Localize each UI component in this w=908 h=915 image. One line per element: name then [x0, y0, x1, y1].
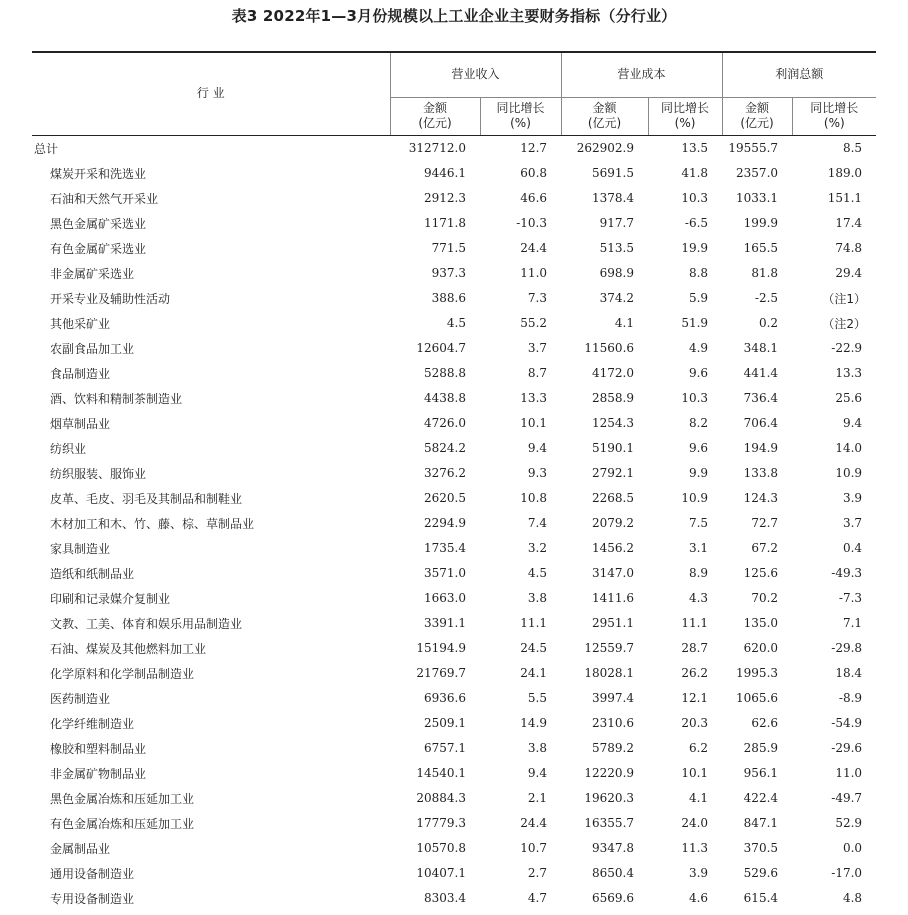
- cost-amount-cell: 374.2: [599, 291, 635, 305]
- table-row: [32, 786, 876, 811]
- revenue-amount-cell: 17779.3: [416, 816, 466, 830]
- profit-growth-cell: 189.0: [827, 166, 863, 180]
- cost-amount-cell: 16355.7: [584, 816, 635, 830]
- revenue-amount-cell: 1735.4: [424, 541, 466, 555]
- industry-name: 总计: [34, 141, 59, 156]
- cost-amount-cell: 1378.4: [592, 191, 635, 205]
- subheader-growth: 同比增长 (%): [648, 97, 722, 135]
- cost-growth-cell: 26.2: [681, 666, 709, 680]
- profit-amount-cell: 194.9: [743, 441, 779, 455]
- revenue-growth-cell: 14.9: [520, 716, 548, 730]
- revenue-growth-cell: 24.4: [520, 816, 548, 830]
- revenue-growth-cell: 3.7: [527, 341, 548, 355]
- cost-growth-cell: 20.3: [681, 716, 709, 730]
- profit-amount-cell: 422.4: [743, 791, 779, 805]
- cost-growth-cell: 51.9: [681, 316, 709, 330]
- profit-amount-cell: 62.6: [751, 716, 779, 730]
- profit-amount-cell: 706.4: [743, 416, 779, 430]
- cost-amount-cell: 12559.7: [584, 641, 635, 655]
- cost-amount-cell: 2310.6: [592, 716, 635, 730]
- revenue-growth-cell: 7.4: [527, 516, 548, 530]
- industry-name: 非金属矿采选业: [50, 266, 135, 281]
- revenue-growth-cell: 10.8: [520, 491, 548, 505]
- profit-growth-cell: 74.8: [835, 241, 863, 255]
- cost-growth-cell: 9.6: [688, 366, 709, 380]
- table-row: [32, 636, 876, 661]
- profit-amount-cell: 370.5: [743, 841, 779, 855]
- profit-growth-cell: 9.4: [842, 416, 863, 430]
- cost-growth-cell: 6.2: [688, 741, 709, 755]
- profit-amount-cell: 1033.1: [736, 191, 779, 205]
- industry-name: 化学纤维制造业: [50, 716, 135, 731]
- revenue-amount-cell: 2620.5: [424, 491, 466, 505]
- cost-growth-cell: 8.9: [688, 566, 709, 580]
- profit-amount-cell: 847.1: [743, 816, 779, 830]
- profit-growth-cell: -22.9: [831, 341, 863, 355]
- cost-amount-cell: 1456.2: [592, 541, 635, 555]
- table-row: [32, 461, 876, 486]
- industry-header: 行 业: [32, 52, 390, 135]
- industry-name: 医药制造业: [50, 691, 111, 706]
- revenue-amount-cell: 21769.7: [416, 666, 466, 680]
- revenue-amount-cell: 6936.6: [424, 691, 466, 705]
- profit-amount-cell: 135.0: [743, 616, 779, 630]
- table-row: [32, 511, 876, 536]
- profit-amount-cell: 165.5: [743, 241, 779, 255]
- revenue-growth-cell: 3.2: [527, 541, 548, 555]
- industry-name: 木材加工和木、竹、藤、棕、草制品业: [50, 516, 255, 531]
- group-header-revenue: 营业收入: [390, 52, 561, 97]
- industry-name: 有色金属矿采选业: [50, 241, 147, 256]
- industry-name: 煤炭开采和洗选业: [50, 166, 147, 181]
- profit-growth-cell: 13.3: [835, 366, 863, 380]
- industry-name: 纺织服装、服饰业: [50, 466, 147, 481]
- revenue-amount-cell: 10570.8: [416, 841, 466, 855]
- revenue-amount-cell: 4726.0: [424, 416, 466, 430]
- revenue-amount-cell: 10407.1: [416, 866, 466, 880]
- profit-amount-cell: 956.1: [743, 766, 779, 780]
- industry-name: 石油、煤炭及其他燃料加工业: [50, 641, 207, 656]
- profit-growth-cell: -54.9: [831, 716, 863, 730]
- revenue-growth-cell: 9.4: [527, 441, 548, 455]
- table-row: [32, 736, 876, 761]
- cost-amount-cell: 5190.1: [592, 441, 635, 455]
- revenue-growth-cell: 10.1: [520, 416, 548, 430]
- subheader-amount: 金额 (亿元): [722, 97, 792, 135]
- profit-growth-cell: 25.6: [835, 391, 863, 405]
- cost-amount-cell: 3997.4: [592, 691, 635, 705]
- profit-amount-cell: 199.9: [743, 216, 779, 230]
- revenue-amount-cell: 4438.8: [424, 391, 466, 405]
- industry-name: 印刷和记录媒介复制业: [50, 591, 171, 606]
- cost-amount-cell: 3147.0: [592, 566, 635, 580]
- profit-amount-cell: 2357.0: [736, 166, 779, 180]
- revenue-growth-cell: 2.7: [527, 866, 548, 880]
- revenue-amount-cell: 771.5: [431, 241, 466, 255]
- profit-amount-cell: 620.0: [743, 641, 779, 655]
- table-row: [32, 386, 876, 411]
- cost-growth-cell: 7.5: [688, 516, 709, 530]
- revenue-amount-cell: 12604.7: [416, 341, 466, 355]
- cost-growth-cell: 41.8: [681, 166, 709, 180]
- table-row: [32, 686, 876, 711]
- profit-amount-cell: 125.6: [743, 566, 779, 580]
- revenue-amount-cell: 312712.0: [408, 141, 466, 155]
- profit-growth-cell: 0.0: [842, 841, 863, 855]
- revenue-growth-cell: 3.8: [527, 741, 548, 755]
- revenue-amount-cell: 388.6: [431, 291, 466, 305]
- cost-growth-cell: 5.9: [688, 291, 709, 305]
- cost-growth-cell: 10.1: [681, 766, 709, 780]
- industry-name: 通用设备制造业: [50, 866, 135, 881]
- table-row: [32, 711, 876, 736]
- profit-amount-cell: -2.5: [754, 291, 779, 305]
- revenue-growth-cell: 9.3: [527, 466, 548, 480]
- cost-amount-cell: 1411.6: [592, 591, 635, 605]
- profit-amount-cell: 81.8: [751, 266, 779, 280]
- cost-amount-cell: 2951.1: [592, 616, 635, 630]
- profit-growth-cell: 3.9: [842, 491, 863, 505]
- table-row: [32, 861, 876, 886]
- industry-name: 开采专业及辅助性活动: [50, 291, 171, 306]
- subheader-amount: 金额 (亿元): [561, 97, 648, 135]
- table-header: [32, 52, 876, 135]
- revenue-amount-cell: 2912.3: [424, 191, 466, 205]
- cost-amount-cell: 5789.2: [592, 741, 635, 755]
- cost-growth-cell: 28.7: [681, 641, 709, 655]
- revenue-amount-cell: 6757.1: [424, 741, 466, 755]
- cost-amount-cell: 513.5: [599, 241, 635, 255]
- cost-amount-cell: 917.7: [599, 216, 635, 230]
- industry-name: 烟草制品业: [50, 416, 111, 431]
- profit-growth-cell: -7.3: [838, 591, 863, 605]
- profit-growth-cell: 14.0: [835, 441, 863, 455]
- industry-name: 黑色金属冶炼和压延加工业: [50, 791, 195, 806]
- industry-name: 农副食品加工业: [50, 341, 135, 356]
- industry-name: 金属制品业: [50, 841, 111, 856]
- cost-amount-cell: 18028.1: [584, 666, 635, 680]
- cost-growth-cell: 4.9: [688, 341, 709, 355]
- profit-growth-cell: 17.4: [835, 216, 863, 230]
- table-row: [32, 886, 876, 911]
- cost-amount-cell: 698.9: [599, 266, 635, 280]
- revenue-growth-cell: 11.1: [520, 616, 548, 630]
- industry-name: 酒、饮料和精制茶制造业: [50, 391, 183, 406]
- cost-amount-cell: 1254.3: [592, 416, 635, 430]
- cost-amount-cell: 11560.6: [584, 341, 635, 355]
- profit-growth-cell: 29.4: [835, 266, 863, 280]
- cost-growth-cell: 10.3: [681, 191, 709, 205]
- cost-amount-cell: 2858.9: [592, 391, 635, 405]
- cost-amount-cell: 262902.9: [576, 141, 635, 155]
- profit-growth-cell: -17.0: [831, 866, 863, 880]
- revenue-amount-cell: 15194.9: [416, 641, 466, 655]
- industry-name: 橡胶和塑料制品业: [50, 741, 147, 756]
- table-row: [32, 361, 876, 386]
- profit-growth-cell: 18.4: [835, 666, 863, 680]
- revenue-amount-cell: 4.5: [446, 316, 466, 330]
- industry-name: 专用设备制造业: [50, 891, 135, 906]
- revenue-growth-cell: 8.7: [527, 366, 548, 380]
- cost-amount-cell: 2079.2: [592, 516, 635, 530]
- table-row: [32, 411, 876, 436]
- financial-indicators-table: [32, 51, 876, 911]
- profit-growth-cell: 11.0: [835, 766, 863, 780]
- profit-growth-cell: 10.9: [835, 466, 863, 480]
- profit-growth-cell: （注1）: [822, 291, 867, 306]
- profit-growth-cell: 7.1: [842, 616, 863, 630]
- industry-name: 黑色金属矿采选业: [50, 216, 147, 231]
- profit-growth-cell: -29.6: [831, 741, 863, 755]
- table-row: [32, 611, 876, 636]
- cost-growth-cell: 8.8: [688, 266, 709, 280]
- cost-growth-cell: 24.0: [681, 816, 709, 830]
- revenue-growth-cell: 9.4: [527, 766, 548, 780]
- profit-growth-cell: -8.9: [838, 691, 863, 705]
- cost-amount-cell: 6569.6: [592, 891, 635, 905]
- table-row: [32, 161, 876, 186]
- cost-growth-cell: 8.2: [688, 416, 709, 430]
- subheader-amount: 金额 (亿元): [390, 97, 480, 135]
- cost-growth-cell: 10.9: [681, 491, 709, 505]
- profit-amount-cell: 736.4: [743, 391, 779, 405]
- cost-amount-cell: 19620.3: [584, 791, 635, 805]
- group-header-cost: 营业成本: [561, 52, 722, 97]
- profit-amount-cell: 133.8: [743, 466, 779, 480]
- profit-amount-cell: 19555.7: [728, 141, 779, 155]
- cost-growth-cell: 9.6: [688, 441, 709, 455]
- revenue-amount-cell: 3571.0: [424, 566, 466, 580]
- industry-name: 纺织业: [50, 441, 87, 456]
- table-row: [32, 836, 876, 861]
- revenue-amount-cell: 3276.2: [424, 466, 466, 480]
- industry-name: 有色金属冶炼和压延加工业: [50, 816, 195, 831]
- cost-amount-cell: 9347.8: [592, 841, 635, 855]
- cost-growth-cell: 13.5: [681, 141, 709, 155]
- revenue-growth-cell: 12.7: [520, 141, 548, 155]
- industry-name: 非金属矿物制品业: [50, 766, 147, 781]
- revenue-amount-cell: 937.3: [431, 266, 466, 280]
- revenue-growth-cell: 5.5: [527, 691, 548, 705]
- cost-growth-cell: 3.9: [688, 866, 709, 880]
- cost-growth-cell: 12.1: [681, 691, 709, 705]
- profit-growth-cell: 3.7: [842, 516, 863, 530]
- revenue-amount-cell: 1171.8: [424, 216, 466, 230]
- cost-growth-cell: 4.3: [688, 591, 709, 605]
- cost-growth-cell: -6.5: [684, 216, 709, 230]
- table-row: [32, 336, 876, 361]
- table-row: [32, 186, 876, 211]
- industry-name: 皮革、毛皮、羽毛及其制品和制鞋业: [50, 491, 243, 506]
- revenue-growth-cell: 3.8: [527, 591, 548, 605]
- table-row: [32, 311, 876, 336]
- table-row: [32, 561, 876, 586]
- cost-amount-cell: 4172.0: [592, 366, 635, 380]
- table-row: [32, 236, 876, 261]
- profit-growth-cell: -49.3: [831, 566, 863, 580]
- profit-amount-cell: 529.6: [743, 866, 779, 880]
- table-row: [32, 211, 876, 236]
- table-body: [32, 135, 876, 911]
- cost-amount-cell: 2792.1: [592, 466, 635, 480]
- revenue-amount-cell: 2509.1: [424, 716, 466, 730]
- cost-amount-cell: 12220.9: [584, 766, 635, 780]
- revenue-growth-cell: 46.6: [520, 191, 548, 205]
- revenue-growth-cell: 4.7: [527, 891, 548, 905]
- revenue-growth-cell: -10.3: [516, 216, 548, 230]
- profit-amount-cell: 70.2: [751, 591, 779, 605]
- table-row-total: [32, 135, 876, 161]
- revenue-amount-cell: 3391.1: [424, 616, 466, 630]
- industry-name: 石油和天然气开采业: [50, 191, 159, 206]
- table-row: [32, 761, 876, 786]
- profit-growth-cell: -49.7: [831, 791, 863, 805]
- cost-growth-cell: 10.3: [681, 391, 709, 405]
- revenue-growth-cell: 55.2: [520, 316, 548, 330]
- cost-growth-cell: 11.3: [681, 841, 709, 855]
- cost-growth-cell: 11.1: [681, 616, 709, 630]
- revenue-amount-cell: 9446.1: [424, 166, 466, 180]
- revenue-growth-cell: 11.0: [520, 266, 548, 280]
- cost-growth-cell: 4.6: [688, 891, 709, 905]
- industry-name: 食品制造业: [50, 366, 111, 381]
- profit-amount-cell: 1995.3: [736, 666, 779, 680]
- profit-amount-cell: 124.3: [743, 491, 779, 505]
- profit-amount-cell: 72.7: [751, 516, 779, 530]
- revenue-growth-cell: 10.7: [520, 841, 548, 855]
- revenue-amount-cell: 14540.1: [416, 766, 466, 780]
- cost-growth-cell: 19.9: [681, 241, 709, 255]
- profit-amount-cell: 285.9: [743, 741, 779, 755]
- revenue-growth-cell: 7.3: [527, 291, 548, 305]
- industry-name: 化学原料和化学制品制造业: [50, 666, 195, 681]
- profit-growth-cell: （注2）: [822, 316, 867, 331]
- profit-amount-cell: 441.4: [743, 366, 779, 380]
- industry-name: 文教、工美、体育和娱乐用品制造业: [50, 616, 243, 631]
- profit-amount-cell: 615.4: [743, 891, 779, 905]
- profit-amount-cell: 1065.6: [736, 691, 779, 705]
- cost-amount-cell: 8650.4: [592, 866, 635, 880]
- table-row: [32, 486, 876, 511]
- table-row: [32, 586, 876, 611]
- table-row: [32, 661, 876, 686]
- revenue-amount-cell: 20884.3: [416, 791, 466, 805]
- subheader-growth: 同比增长 (%): [792, 97, 876, 135]
- industry-name: 造纸和纸制品业: [50, 566, 135, 581]
- revenue-amount-cell: 8303.4: [424, 891, 466, 905]
- table-row: [32, 811, 876, 836]
- revenue-growth-cell: 13.3: [520, 391, 548, 405]
- table-row: [32, 261, 876, 286]
- revenue-amount-cell: 1663.0: [424, 591, 466, 605]
- revenue-amount-cell: 5288.8: [424, 366, 466, 380]
- revenue-amount-cell: 5824.2: [424, 441, 466, 455]
- table-row: [32, 286, 876, 311]
- table-row: [32, 536, 876, 561]
- revenue-growth-cell: 4.5: [527, 566, 548, 580]
- cost-growth-cell: 3.1: [688, 541, 709, 555]
- profit-growth-cell: 151.1: [827, 191, 863, 205]
- revenue-growth-cell: 24.1: [520, 666, 548, 680]
- table-title: 表3 2022年1—3月份规模以上工业企业主要财务指标（分行业）: [231, 7, 677, 25]
- cost-amount-cell: 5691.5: [592, 166, 635, 180]
- subheader-growth: 同比增长 (%): [480, 97, 561, 135]
- profit-growth-cell: 8.5: [842, 141, 863, 155]
- profit-growth-cell: 4.8: [842, 891, 863, 905]
- cost-growth-cell: 9.9: [688, 466, 709, 480]
- industry-name: 其他采矿业: [50, 316, 111, 331]
- revenue-growth-cell: 2.1: [527, 791, 548, 805]
- cost-amount-cell: 4.1: [614, 316, 635, 330]
- cost-amount-cell: 2268.5: [592, 491, 635, 505]
- revenue-growth-cell: 60.8: [520, 166, 548, 180]
- profit-growth-cell: 0.4: [842, 541, 863, 555]
- group-header-profit: 利润总额: [722, 52, 876, 97]
- table-row: [32, 436, 876, 461]
- profit-amount-cell: 348.1: [743, 341, 779, 355]
- revenue-amount-cell: 2294.9: [424, 516, 466, 530]
- profit-amount-cell: 67.2: [751, 541, 779, 555]
- revenue-growth-cell: 24.4: [520, 241, 548, 255]
- profit-growth-cell: 52.9: [835, 816, 863, 830]
- revenue-growth-cell: 24.5: [520, 641, 548, 655]
- profit-growth-cell: -29.8: [831, 641, 863, 655]
- profit-amount-cell: 0.2: [758, 316, 779, 330]
- cost-growth-cell: 4.1: [688, 791, 709, 805]
- industry-name: 家具制造业: [50, 541, 111, 556]
